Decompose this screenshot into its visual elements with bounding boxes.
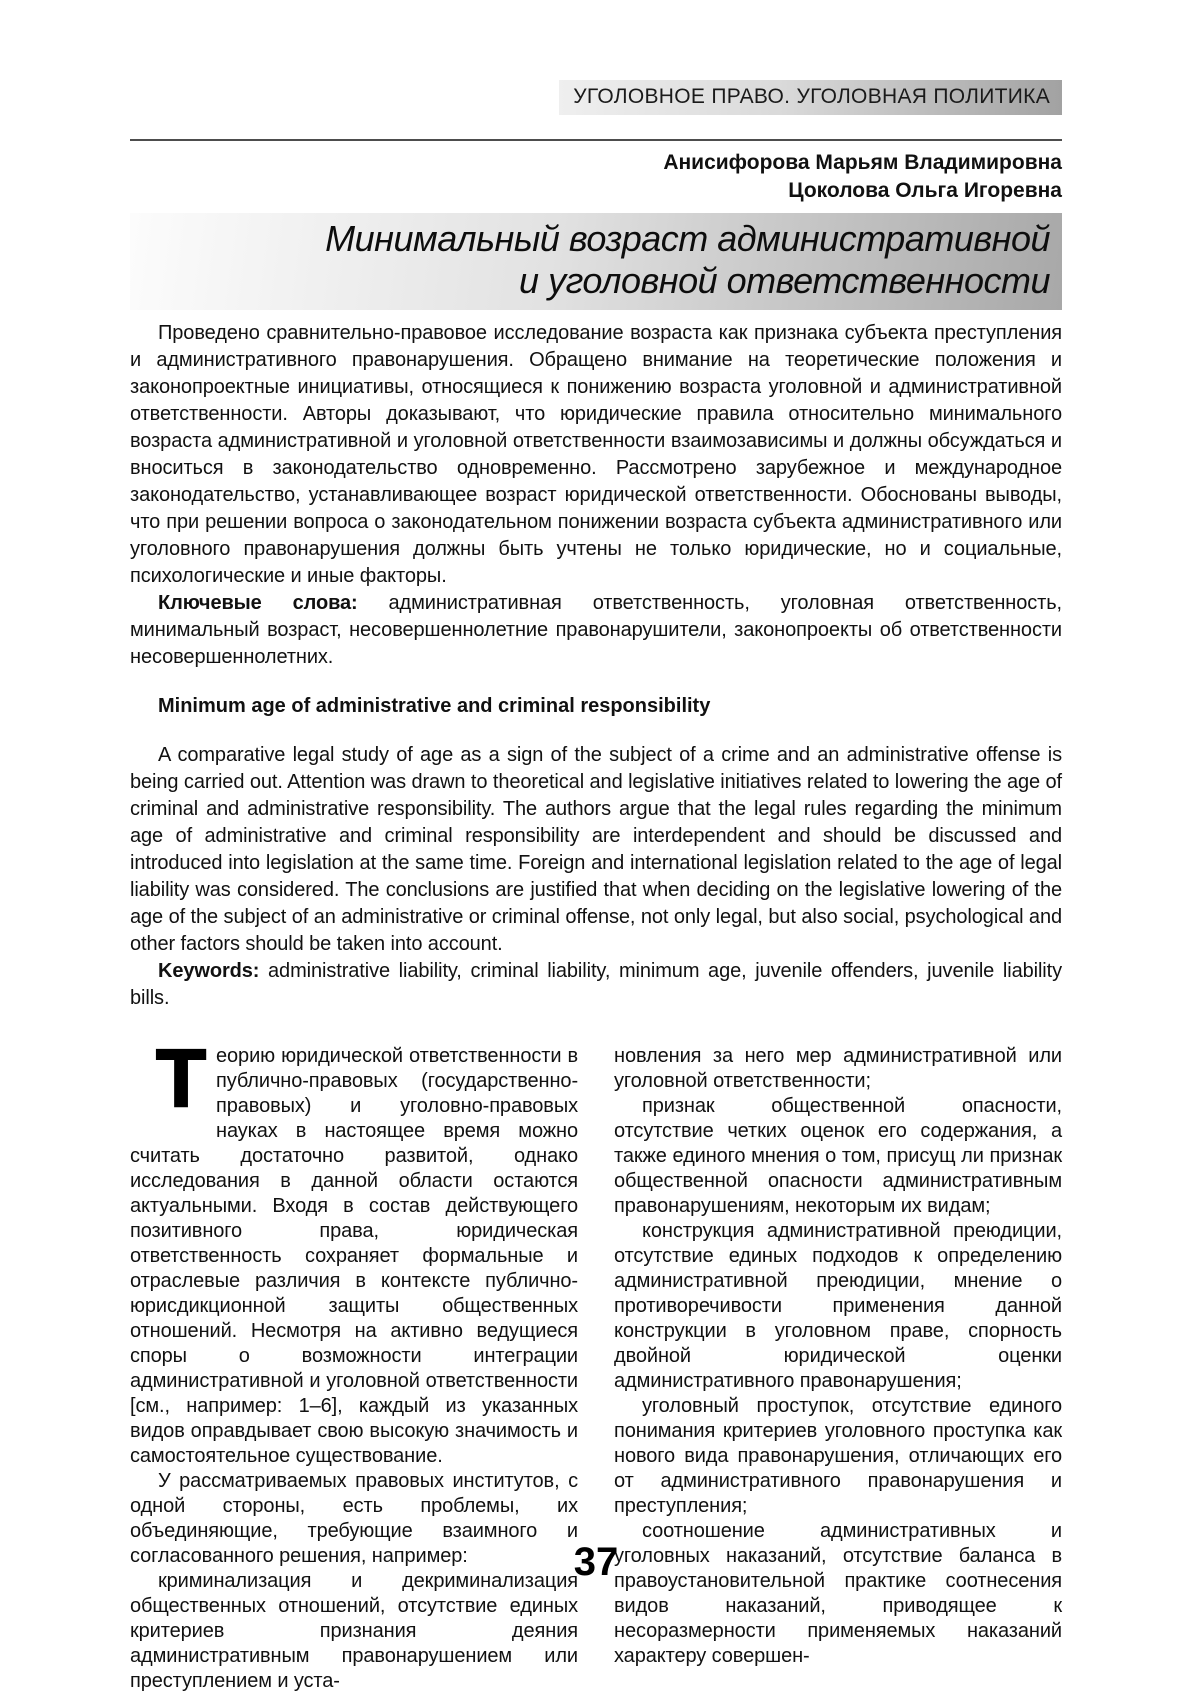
header-divider — [130, 139, 1062, 141]
author-line-1: Анисифорова Марьям Владимировна — [663, 151, 1062, 174]
body-columns — [130, 1033, 1062, 1694]
page-number: 37 — [573, 1540, 619, 1584]
body-paragraph: У рассматриваемых правовых институтов, с одной стороны, есть проблемы, их объединяющие, требующие взаимного и согласованного решения, например: — [130, 1470, 578, 1567]
body-paragraph: соотношение административных и уголовных наказаний, отсутствие баланса в правоустановительной практике соотнесения видов наказаний, приводящее к несоразмерности применяемых наказаний характеру совершен- — [614, 1520, 1062, 1667]
abstract-ru: Проведено сравнительно-правовое исследование возраста как признака субъекта преступления и административного правонарушения. Обращено внимание на теоретические положения и законопроектные инициативы, относящиеся к понижению возраста уголовной и административной ответственности. Авторы доказывают, что юридические правила относительно минимального возраста административной и уголовной ответственности взаимозависимы и должны обсуждаться и вноситься в законодательство одновременно. Рассмотрено зарубежное и международное законодательство, устанавливающее возраст юридической ответственности. Обоснованы выводы, что при решении вопроса о законодательном понижении возраста субъекта административного или уголовного правонарушения должны быть учтены не только юридические, но и социальные, психологические и иные факторы. — [130, 322, 1062, 587]
body-paragraph-text: еорию юридической ответственности в публично-правовых (государственно-правовых) и уголовно-правовых науках в настоящее время можно считать достаточно развитой, однако исследования в данной области остаются актуальными. Входя в состав действующего позитивного права, юридическая ответственность сохраняет формальные и отраслевые различия в контексте публично-юрисдикционной защиты общественных отношений. Несмотря на активно ведущиеся споры о возможности интеграции административной и уголовной ответственности [см., например: 1–6], каждый из указанных видов оправдывает свою высокую значимость и самостоятельное существование. — [130, 1045, 578, 1467]
keywords-en — [130, 958, 1062, 1012]
body-paragraph: уголовный проступок, отсутствие единого понимания критериев уголовного проступка как нового вида правонарушения, отличающих его от административного правонарушения и преступления; — [614, 1395, 1062, 1517]
body-paragraph: конструкция административной преюдиции, отсутствие единых подходов к определению административной преюдиции, мнение о противоречивости применения данной конструкции в уголовном праве, спорность двойной юридической оценки административного правонарушения; — [614, 1220, 1062, 1392]
body-paragraph: признак общественной опасности, отсутствие четких оценок его содержания, а также единого мнения о том, присущ ли признак общественной опасности административным правонарушениям, некоторым их видам; — [614, 1095, 1062, 1217]
keywords-ru-text: административная ответственность, уголовная ответственность, минимальный возраст, несовершеннолетние правонарушители, законопроекты об ответственности несовершеннолетних. — [130, 592, 1062, 668]
left-column — [130, 1033, 578, 1694]
abstract-en-block — [130, 742, 1062, 1012]
section-header-badge: УГОЛОВНОЕ ПРАВО. УГОЛОВНАЯ ПОЛИТИКА — [559, 80, 1062, 115]
abstract-en: A comparative legal study of age as a sign of the subject of a crime and an administrative offense is being carried out. Attention was drawn to theoretical and legislative initiatives related to lowering the age of criminal and administrative responsibility. The authors argue that the legal rules regarding the minimum age of administrative and criminal responsibility are interdependent and should be discussed and introduced into legislation at the same time. Foreign and international legislation related to the age of legal liability was considered. The conclusions are justified that when deciding on the legislative lowering of the age of the subject of an administrative or criminal offense, not only legal, but also social, psychological and other factors should be taken into account. — [130, 744, 1062, 955]
keywords-ru-label: Ключевые слова: — [158, 592, 358, 614]
right-column — [614, 1044, 1062, 1694]
authors-block — [130, 149, 1062, 205]
page-content — [130, 0, 1062, 1694]
body-paragraph: новления за него мер административной или уголовной ответственности; — [614, 1045, 1062, 1092]
article-title-band — [130, 213, 1062, 310]
article-title-line-1: Минимальный возраст административной — [325, 218, 1050, 259]
body-paragraph — [130, 1033, 578, 1469]
article-title-line-2: и уголовной ответственности — [519, 260, 1050, 301]
abstract-ru-block — [130, 320, 1062, 671]
author-line-2: Цоколова Ольга Игоревна — [788, 179, 1062, 202]
keywords-ru — [130, 590, 1062, 671]
article-title-en: Minimum age of administrative and criminal responsibility — [158, 695, 711, 717]
keywords-en-text: administrative liability, criminal liability, minimum age, juvenile offenders, juvenile liability bills. — [130, 960, 1062, 1009]
body-paragraph: криминализация и декриминализация общественных отношений, отсутствие единых критериев признания деяния административным правонарушением или преступлением и уста- — [130, 1570, 578, 1692]
keywords-en-label: Keywords: — [158, 960, 260, 982]
section-header-row — [130, 80, 1062, 115]
drop-cap: Т — [156, 1033, 206, 1124]
